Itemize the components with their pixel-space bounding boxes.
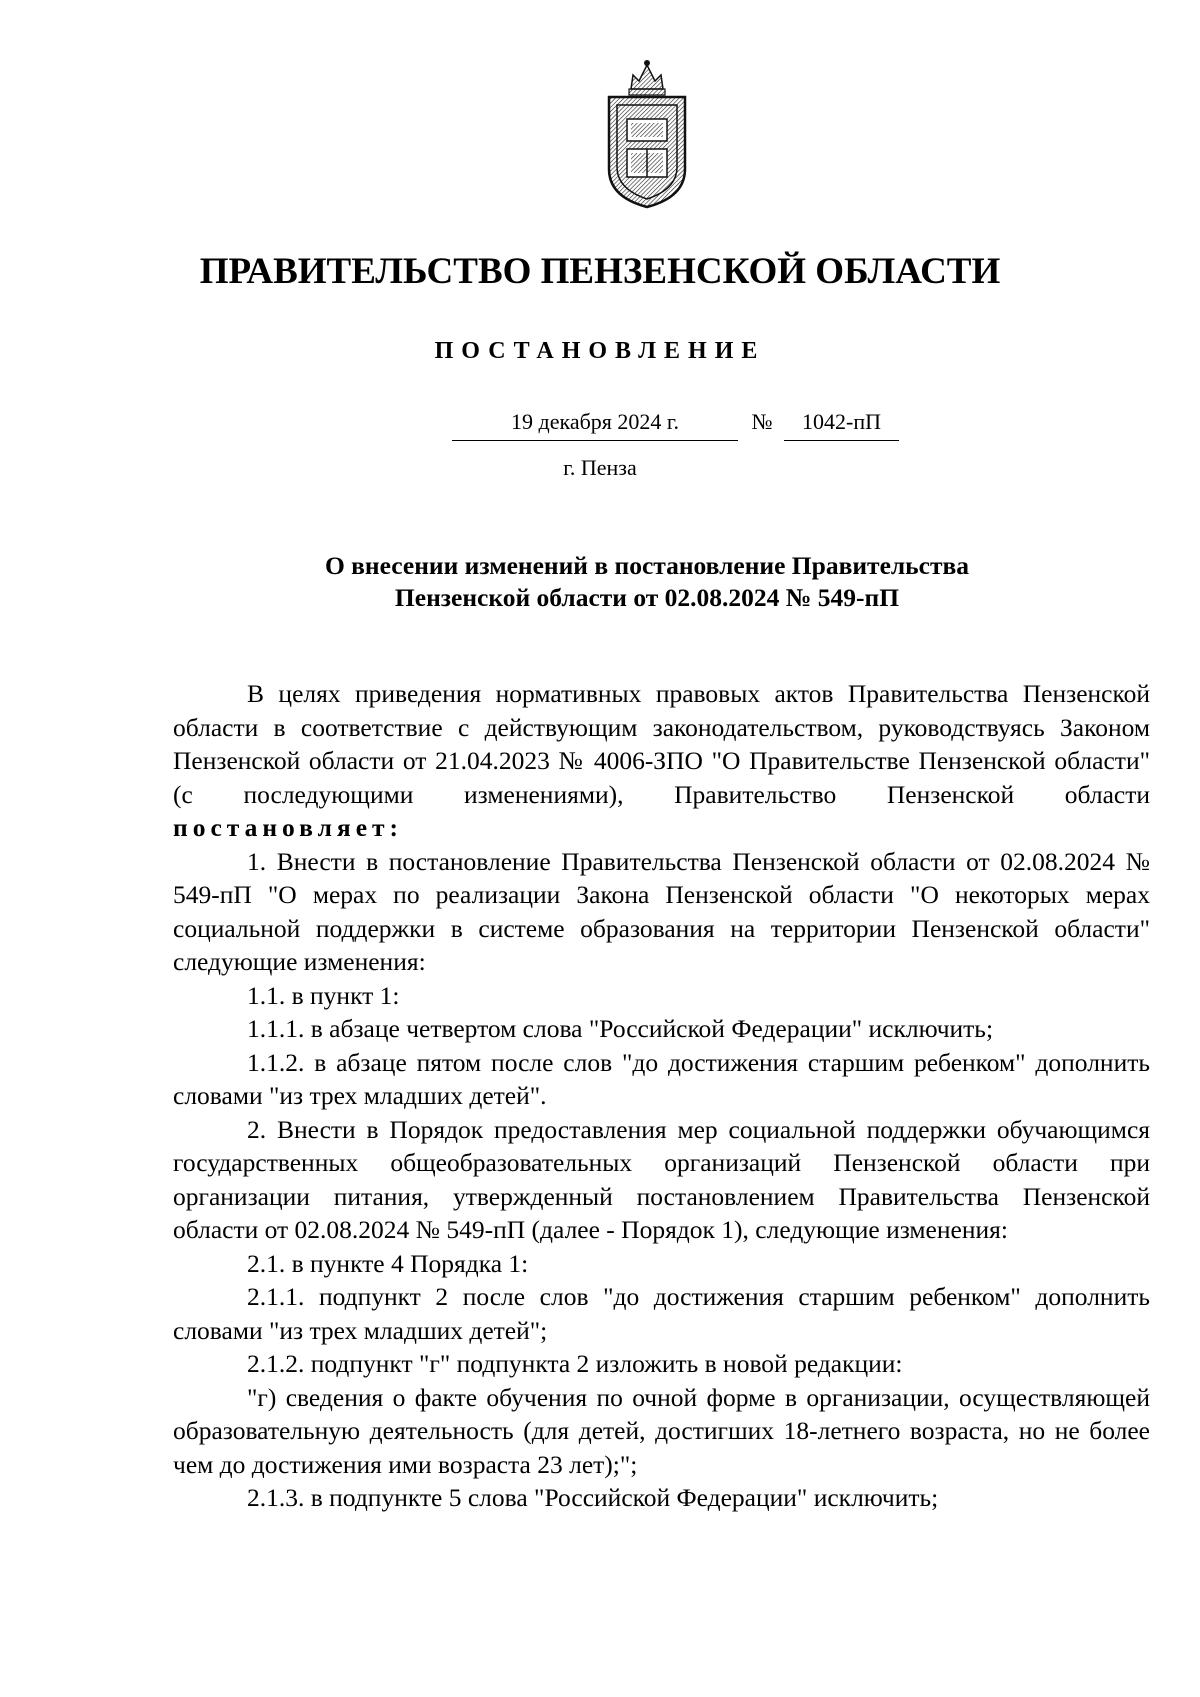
preamble-text: В целях приведения нормативных правовых актов Правительства Пензенской области в соответствие с действующим законодательством, руководствуясь Законом Пензенской области от 21.04.2023 № 4006-ЗПО "О Правительстве Пензенской области" (с последующими изменениями), Правительство Пензенской области bbox=[173, 679, 1150, 809]
document-subject bbox=[280, 550, 1014, 614]
subject-line-1: О внесении изменений в постановление Правительства bbox=[324, 551, 970, 580]
document-date: 19 декабря 2024 г. bbox=[452, 410, 738, 441]
document-body bbox=[173, 677, 1150, 1515]
paragraph-1-1-1: 1.1.1. в абзаце четвертом слова "Российской Федерации" исключить; bbox=[247, 1014, 994, 1043]
paragraph-2-1: 2.1. в пункте 4 Порядка 1: bbox=[247, 1248, 529, 1278]
decree-word: постановляет: bbox=[173, 813, 404, 842]
paragraph-2-1-2-text: "г) сведения о факте обучения по очной форме в организации, осуществляющей образовательную деятельность (для детей, достигших 18-летнего возраста, но не более чем до достижения ими возраста 23 лет);"; bbox=[173, 1382, 1150, 1479]
paragraph-1: 1. Внести в постановление Правительства Пензенской области от 02.08.2024 № 549-пП "О мерах по реализации Закона Пензенской области "О некоторых мерах социальной поддержки в системе образования на территории Пензенской области" следующие изменения: bbox=[173, 846, 1150, 976]
paragraph-2-1-3: 2.1.3. в подпункте 5 слова "Российской Федерации" исключить; bbox=[247, 1483, 939, 1512]
document-number: 1042-пП bbox=[784, 410, 899, 441]
subject-line-2: Пензенской области от 02.08.2024 № 549-пП bbox=[394, 583, 900, 612]
paragraph-2-1-2: 2.1.2. подпункт "г" подпункта 2 изложить в новой редакции: bbox=[247, 1349, 903, 1378]
city-name: г. Пенза bbox=[563, 455, 637, 480]
preamble-paragraph bbox=[173, 677, 1150, 845]
number-sign: № bbox=[751, 409, 773, 434]
paragraph-1-1-2: 1.1.2. в абзаце пятом после слов "до достижения старшим ребенком" дополнить словами "из трех младших детей". bbox=[173, 1047, 1150, 1110]
government-title: ПРАВИТЕЛЬСТВО ПЕНЗЕНСКОЙ ОБЛАСТИ bbox=[199, 251, 1001, 292]
paragraph-1-1: 1.1. в пункт 1: bbox=[247, 980, 400, 1010]
coat-of-arms-icon bbox=[601, 57, 693, 209]
paragraph-2-1-1: 2.1.1. подпункт 2 после слов "до достижения старшим ребенком" дополнить словами "из трех младших детей"; bbox=[173, 1282, 1150, 1345]
paragraph-2: 2. Внести в Порядок предоставления мер социальной поддержки обучающимся государственных общеобразовательных организаций Пензенской области при организации питания, утвержденный постановлением Правительства Пензенской области от 02.08.2024 № 549-пП (далее - Порядок 1), следующие изменения: bbox=[173, 1114, 1150, 1244]
document-type: ПОСТАНОВЛЕНИЕ bbox=[434, 338, 766, 364]
